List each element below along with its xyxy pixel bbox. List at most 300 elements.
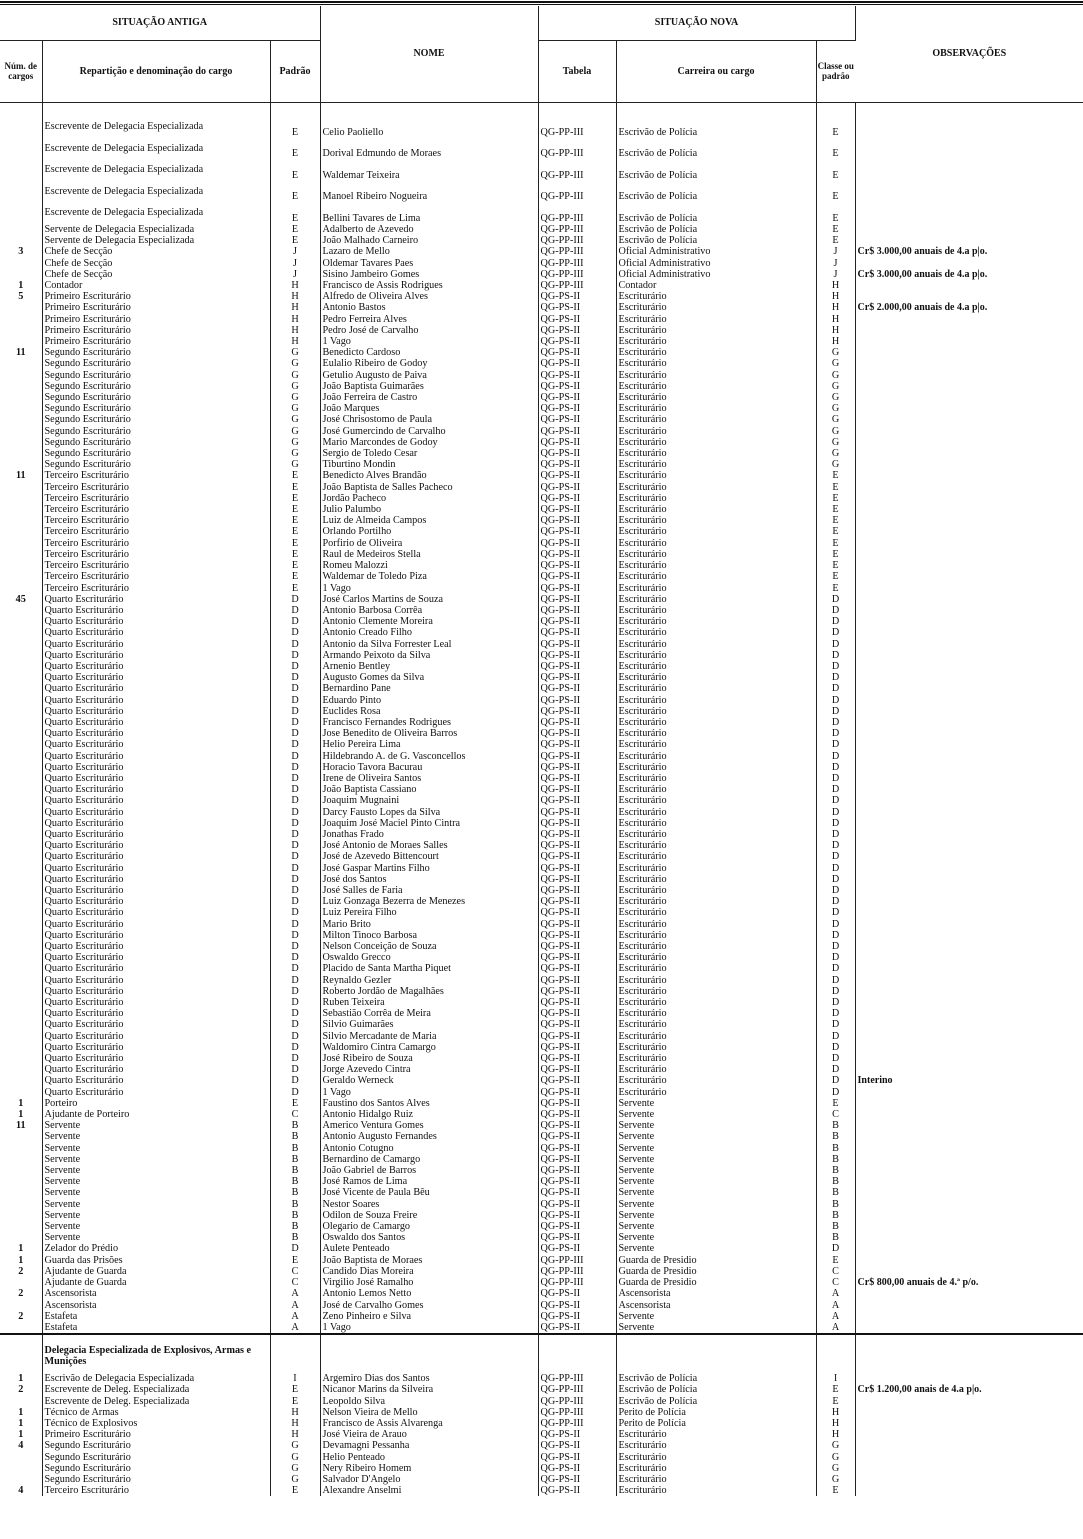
observation (855, 840, 1083, 851)
observation (855, 1019, 1083, 1030)
table-code: QG-PS-II (538, 1311, 616, 1322)
employee-name: João Baptista de Moraes (320, 1255, 538, 1266)
table-code: QG-PS-II (538, 426, 616, 437)
old-grade: D (270, 907, 320, 918)
employee-name: Alfredo de Oliveira Alves (320, 291, 538, 302)
cargo-count (0, 414, 42, 425)
observation (855, 280, 1083, 291)
observation (855, 1418, 1083, 1429)
cargo-count (0, 829, 42, 840)
old-position: Terceiro Escriturário (42, 571, 270, 582)
observation (855, 751, 1083, 762)
employee-name: João Marques (320, 403, 538, 414)
old-grade: A (270, 1300, 320, 1311)
observation (855, 952, 1083, 963)
new-class: E (816, 538, 855, 549)
observation (855, 1165, 1083, 1176)
old-position: Quarto Escriturário (42, 661, 270, 672)
old-grade: G (270, 370, 320, 381)
table-code: QG-PP-III (538, 138, 616, 160)
new-career: Escriturário (616, 639, 816, 650)
old-position: Chefe de Secção (42, 269, 270, 280)
new-career: Escriturário (616, 493, 816, 504)
employee-name: Porfirio de Oliveira (320, 538, 538, 549)
new-class: D (816, 1031, 855, 1042)
table-row (0, 560, 1083, 571)
cargo-count (0, 739, 42, 750)
old-grade: G (270, 1440, 320, 1451)
new-class: D (816, 1064, 855, 1075)
cargo-count (0, 370, 42, 381)
table-row (0, 1053, 1083, 1064)
table-code: QG-PS-II (538, 403, 616, 414)
old-grade: E (270, 224, 320, 235)
table-code: QG-PS-II (538, 347, 616, 358)
employee-name: José Ribeiro de Souza (320, 1053, 538, 1064)
table-row (0, 1075, 1083, 1086)
new-career: Escriturário (616, 762, 816, 773)
employee-name: João Malhado Carneiro (320, 235, 538, 246)
table-code: QG-PS-II (538, 1232, 616, 1243)
old-position: Técnico de Explosivos (42, 1418, 270, 1429)
old-position: Segundo Escriturário (42, 426, 270, 437)
employee-name: Armando Peixoto da Silva (320, 650, 538, 661)
new-career: Escriturário (616, 504, 816, 515)
new-class: E (816, 583, 855, 594)
table-row (0, 1042, 1083, 1053)
old-position: Quarto Escriturário (42, 1075, 270, 1086)
old-grade: D (270, 728, 320, 739)
old-position: Servente (42, 1165, 270, 1176)
old-position: Segundo Escriturário (42, 392, 270, 403)
cargo-count (0, 482, 42, 493)
table-row (0, 258, 1083, 269)
cargo-count (0, 1053, 42, 1064)
table-code: QG-PS-II (538, 381, 616, 392)
old-grade: G (270, 1463, 320, 1474)
new-career: Escriturário (616, 370, 816, 381)
new-career: Perito de Polícia (616, 1407, 816, 1418)
table-code: QG-PS-II (538, 437, 616, 448)
cargo-count (0, 269, 42, 280)
employee-name: Joaquim José Maciel Pinto Cintra (320, 818, 538, 829)
table-row (0, 493, 1083, 504)
table-code: QG-PS-II (538, 627, 616, 638)
old-position: Quarto Escriturário (42, 874, 270, 885)
old-grade: G (270, 448, 320, 459)
observation (855, 1311, 1083, 1322)
old-grade: D (270, 1008, 320, 1019)
table-row (0, 672, 1083, 683)
table-row (0, 1322, 1083, 1334)
cargo-count (0, 661, 42, 672)
cargo-count (0, 1463, 42, 1474)
cargo-count (0, 907, 42, 918)
old-grade: E (270, 1384, 320, 1395)
table-row (0, 627, 1083, 638)
old-position: Servente (42, 1199, 270, 1210)
observation (855, 325, 1083, 336)
new-career: Escriturário (616, 482, 816, 493)
cargo-count (0, 1221, 42, 1232)
old-position: Primeiro Escriturário (42, 336, 270, 347)
table-row (0, 1418, 1083, 1429)
employee-name: Nelson Conceição de Souza (320, 941, 538, 952)
old-grade: D (270, 896, 320, 907)
cargo-count (0, 493, 42, 504)
new-class: D (816, 818, 855, 829)
observation (855, 1042, 1083, 1053)
new-class: D (816, 695, 855, 706)
old-position: Servente de Delegacia Especializada (42, 224, 270, 235)
new-career: Escriturário (616, 1463, 816, 1474)
old-position: Segundo Escriturário (42, 414, 270, 425)
new-class: G (816, 437, 855, 448)
employee-name: Waldemar de Toledo Piza (320, 571, 538, 582)
old-position: Quarto Escriturário (42, 986, 270, 997)
cargo-count: 2 (0, 1288, 42, 1299)
table-code: QG-PS-II (538, 739, 616, 750)
table-row (0, 986, 1083, 997)
old-grade: D (270, 1053, 320, 1064)
table-row (0, 784, 1083, 795)
employee-name: Luiz Pereira Filho (320, 907, 538, 918)
new-career: Escriturário (616, 515, 816, 526)
new-class: D (816, 784, 855, 795)
cargo-count (0, 930, 42, 941)
table-row (0, 616, 1083, 627)
table-code: QG-PS-II (538, 1187, 616, 1198)
employee-name: Mario Marcondes de Godoy (320, 437, 538, 448)
new-career: Escriturário (616, 717, 816, 728)
employee-name: Antonio Cotugno (320, 1143, 538, 1154)
cargo-count: 1 (0, 1429, 42, 1440)
table-code: QG-PS-II (538, 919, 616, 930)
new-career: Servente (616, 1143, 816, 1154)
new-class: H (816, 325, 855, 336)
employee-name: José Vicente de Paula Bêu (320, 1187, 538, 1198)
table-row (0, 1087, 1083, 1098)
new-career: Servente (616, 1109, 816, 1120)
table-code: QG-PP-III (538, 1255, 616, 1266)
old-position: Quarto Escriturário (42, 829, 270, 840)
table-code: QG-PS-II (538, 751, 616, 762)
table-row (0, 1210, 1083, 1221)
table-row (0, 314, 1083, 325)
cargo-count: 1 (0, 280, 42, 291)
table-code: QG-PS-II (538, 795, 616, 806)
cargo-count (0, 650, 42, 661)
observation (855, 919, 1083, 930)
table-code: QG-PS-II (538, 975, 616, 986)
new-career: Escriturário (616, 560, 816, 571)
table-row (0, 717, 1083, 728)
old-grade: J (270, 269, 320, 280)
table-code: QG-PP-III (538, 1266, 616, 1277)
observation (855, 1288, 1083, 1299)
new-class: E (816, 1255, 855, 1266)
employee-name: Augusto Gomes da Silva (320, 672, 538, 683)
observation (855, 795, 1083, 806)
new-career: Escriturário (616, 784, 816, 795)
old-grade: G (270, 403, 320, 414)
new-career: Escriturário (616, 807, 816, 818)
table-code: QG-PS-II (538, 470, 616, 481)
employee-name: Nelson Vieira de Mello (320, 1407, 538, 1418)
new-class: D (816, 616, 855, 627)
old-position: Terceiro Escriturário (42, 482, 270, 493)
table-row (0, 1373, 1083, 1384)
table-row (0, 1440, 1083, 1451)
table-code: QG-PS-II (538, 605, 616, 616)
new-class: B (816, 1154, 855, 1165)
old-grade: D (270, 773, 320, 784)
table-code: QG-PP-III (538, 1418, 616, 1429)
table-row (0, 347, 1083, 358)
cargo-count (0, 1210, 42, 1221)
table-code: QG-PS-II (538, 986, 616, 997)
old-position: Quarto Escriturário (42, 1008, 270, 1019)
observation (855, 549, 1083, 560)
employee-name: Salvador D'Angelo (320, 1474, 538, 1485)
new-class: B (816, 1176, 855, 1187)
cargo-count: 2 (0, 1384, 42, 1395)
observation (855, 1440, 1083, 1451)
old-grade: B (270, 1187, 320, 1198)
new-class: E (816, 493, 855, 504)
observation: Cr$ 1.200,00 anais de 4.a p|o. (857, 1384, 982, 1396)
cargo-count: 1 (0, 1255, 42, 1266)
new-class: D (816, 997, 855, 1008)
cargo-count (0, 515, 42, 526)
table-row (0, 795, 1083, 806)
old-position: Quarto Escriturário (42, 1087, 270, 1098)
table-row (0, 1232, 1083, 1243)
old-position: Servente (42, 1154, 270, 1165)
new-career: Escriturário (616, 358, 816, 369)
old-position: Quarto Escriturário (42, 1053, 270, 1064)
old-grade: E (270, 1396, 320, 1407)
observation (855, 986, 1083, 997)
cargo-count: 1 (0, 1109, 42, 1120)
observation (855, 1143, 1083, 1154)
old-position: Ajudante de Guarda (42, 1266, 270, 1277)
new-class: C (816, 1277, 855, 1288)
old-position: Servente (42, 1120, 270, 1131)
table-row (0, 526, 1083, 537)
observation (855, 224, 1083, 235)
cargo-count: 11 (0, 1120, 42, 1131)
new-career: Servente (616, 1322, 816, 1334)
cargo-count (0, 717, 42, 728)
cargo-count (0, 1042, 42, 1053)
observation (855, 695, 1083, 706)
old-position: Quarto Escriturário (42, 807, 270, 818)
employee-name: José de Azevedo Bittencourt (320, 851, 538, 862)
observation (855, 571, 1083, 582)
old-position: Primeiro Escriturário (42, 291, 270, 302)
new-class: D (816, 1053, 855, 1064)
employee-name: 1 Vago (320, 1322, 538, 1334)
old-grade: G (270, 426, 320, 437)
new-class: D (816, 683, 855, 694)
cargo-count (0, 1165, 42, 1176)
observation (855, 605, 1083, 616)
new-career: Escriturário (616, 739, 816, 750)
new-career: Servente (616, 1165, 816, 1176)
observation (855, 493, 1083, 504)
table-code: QG-PS-II (538, 695, 616, 706)
cargo-count (0, 1176, 42, 1187)
observation (855, 459, 1083, 470)
table-code: QG-PS-II (538, 291, 616, 302)
old-position: Terceiro Escriturário (42, 549, 270, 560)
old-position: Servente (42, 1221, 270, 1232)
old-position: Quarto Escriturário (42, 706, 270, 717)
new-class: D (816, 739, 855, 750)
new-career: Escriturário (616, 930, 816, 941)
cargo-count (0, 874, 42, 885)
old-position: Quarto Escriturário (42, 762, 270, 773)
table-row (0, 235, 1083, 246)
table-code: QG-PS-II (538, 302, 616, 313)
cargo-count (0, 885, 42, 896)
employee-name: Aulete Penteado (320, 1243, 538, 1254)
employee-name: Celio Paoliello (320, 117, 538, 139)
employee-name: Manoel Ribeiro Nogueira (320, 181, 538, 203)
observation (855, 560, 1083, 571)
table-row (0, 291, 1083, 302)
new-class: E (816, 160, 855, 182)
new-class: D (816, 975, 855, 986)
old-position: Quarto Escriturário (42, 605, 270, 616)
employee-name: Olegario de Camargo (320, 1221, 538, 1232)
observation (855, 1485, 1083, 1496)
observation (855, 1396, 1083, 1407)
new-career: Escriturário (616, 594, 816, 605)
old-position: Escrivão de Delegacia Especializada (42, 1373, 270, 1384)
observation: Cr$ 3.000,00 anuais de 4.a p|o. (857, 246, 988, 258)
observation (855, 504, 1083, 515)
header-tabela: Tabela (538, 40, 616, 102)
table-code: QG-PS-II (538, 459, 616, 470)
table-code: QG-PS-II (538, 1019, 616, 1030)
table-code: QG-PS-II (538, 1143, 616, 1154)
table-row (0, 840, 1083, 851)
employee-name: Jose Benedito de Oliveira Barros (320, 728, 538, 739)
cargo-count (0, 224, 42, 235)
employee-name: Antonio Lemos Netto (320, 1288, 538, 1299)
new-career: Escriturário (616, 381, 816, 392)
new-career: Escriturário (616, 571, 816, 582)
observation (855, 583, 1083, 594)
table-code: QG-PS-II (538, 1199, 616, 1210)
old-grade: H (270, 291, 320, 302)
table-code: QG-PS-II (538, 1064, 616, 1075)
table-code: QG-PS-II (538, 1031, 616, 1042)
old-position: Quarto Escriturário (42, 728, 270, 739)
old-grade: D (270, 594, 320, 605)
table-code: QG-PS-II (538, 840, 616, 851)
new-career: Guarda de Presidio (616, 1277, 816, 1288)
employee-name: Raul de Medeiros Stella (320, 549, 538, 560)
old-position: Servente (42, 1131, 270, 1142)
new-class: B (816, 1165, 855, 1176)
old-position: Servente (42, 1232, 270, 1243)
old-grade: D (270, 1019, 320, 1030)
table-code: QG-PP-III (538, 1277, 616, 1288)
table-body-main (0, 102, 1083, 1334)
new-class: G (816, 1452, 855, 1463)
employee-name: Nicanor Marins da Silveira (320, 1384, 538, 1395)
header-situacao-antiga: SITUAÇÃO ANTIGA (0, 6, 320, 40)
new-class: I (816, 1373, 855, 1384)
table-row (0, 246, 1083, 257)
old-grade: E (270, 504, 320, 515)
table-code: QG-PS-II (538, 1087, 616, 1098)
old-grade: D (270, 941, 320, 952)
observation: Cr$ 2.000,00 anuais de 4.a p|o. (857, 302, 988, 314)
new-career: Escrivão de Polícia (616, 117, 816, 139)
cargo-count (0, 818, 42, 829)
observation (855, 181, 1083, 203)
old-grade: D (270, 1031, 320, 1042)
old-position: Quarto Escriturário (42, 773, 270, 784)
table-code: QG-PS-II (538, 1176, 616, 1187)
old-position: Quarto Escriturário (42, 818, 270, 829)
old-grade: E (270, 482, 320, 493)
table-row (0, 1311, 1083, 1322)
employee-name: Oswaldo dos Santos (320, 1232, 538, 1243)
table-row (0, 1429, 1083, 1440)
employee-name: Joaquim Mugnaini (320, 795, 538, 806)
cargo-count (0, 807, 42, 818)
observation (855, 1053, 1083, 1064)
new-career: Escriturário (616, 818, 816, 829)
table-code: QG-PS-II (538, 1165, 616, 1176)
new-career: Escriturário (616, 1485, 816, 1496)
observation (855, 1373, 1083, 1384)
old-position: Primeiro Escriturário (42, 302, 270, 313)
old-grade: C (270, 1277, 320, 1288)
old-position: Quarto Escriturário (42, 863, 270, 874)
old-position: Ascensorista (42, 1300, 270, 1311)
new-class: H (816, 1407, 855, 1418)
table-row (0, 181, 1083, 203)
new-career: Guarda de Presidio (616, 1255, 816, 1266)
old-position: Chefe de Secção (42, 258, 270, 269)
observation (855, 594, 1083, 605)
old-grade: G (270, 459, 320, 470)
employee-name: Darcy Fausto Lopes da Silva (320, 807, 538, 818)
new-class: D (816, 1008, 855, 1019)
old-grade: E (270, 235, 320, 246)
employee-name: Placido de Santa Martha Piquet (320, 963, 538, 974)
new-class: E (816, 181, 855, 203)
old-position: Segundo Escriturário (42, 448, 270, 459)
new-class: E (816, 117, 855, 139)
observation (855, 358, 1083, 369)
table-code: QG-PS-II (538, 549, 616, 560)
new-career: Escriturário (616, 1087, 816, 1098)
employee-name: José Vieira de Arauo (320, 1429, 538, 1440)
new-career: Escriturário (616, 885, 816, 896)
table-row (0, 762, 1083, 773)
old-grade: J (270, 258, 320, 269)
new-class: D (816, 807, 855, 818)
employee-name: Candido Dias Moreira (320, 1266, 538, 1277)
table-code: QG-PS-II (538, 952, 616, 963)
